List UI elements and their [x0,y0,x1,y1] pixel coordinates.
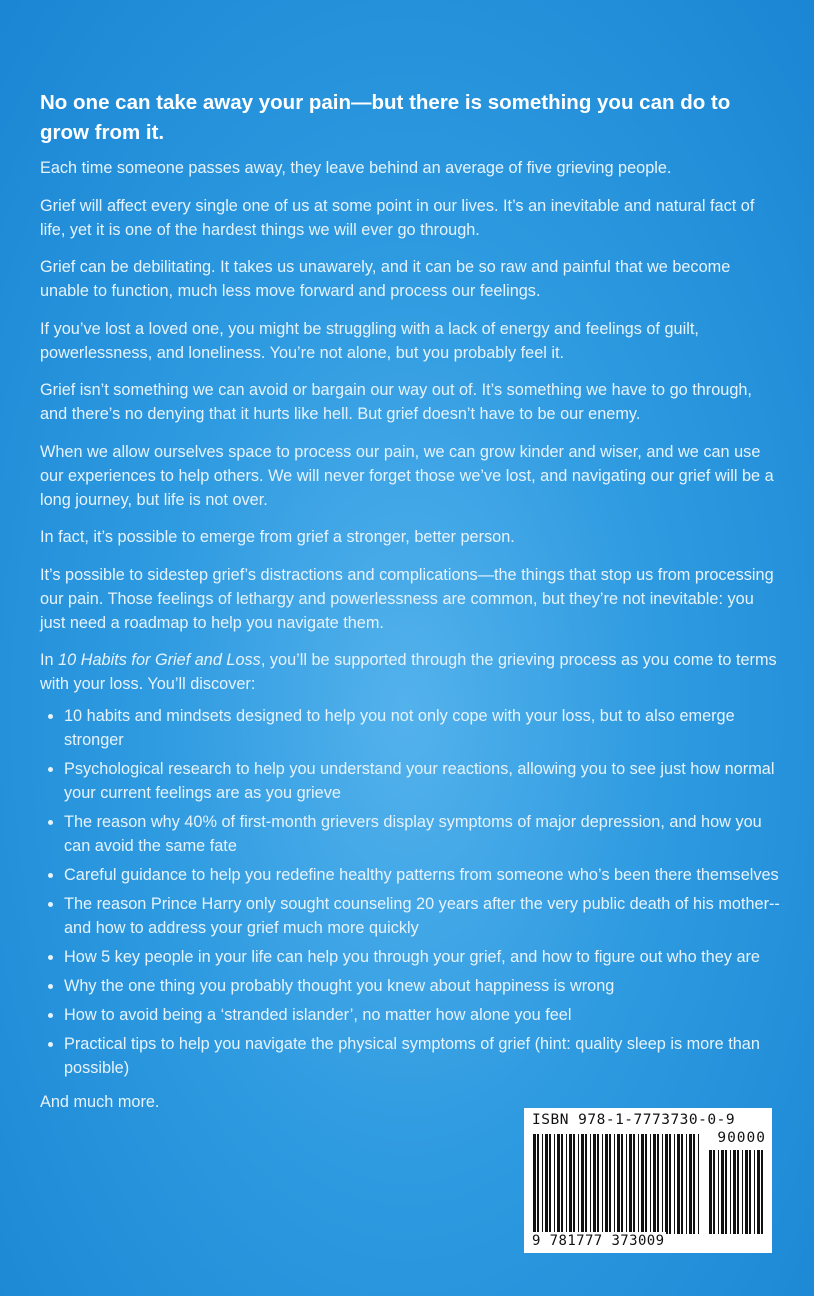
barcode-bar [754,1150,755,1234]
isbn-text: ISBN 978-1-7773730-0-9 [532,1112,736,1128]
barcode-bar [725,1150,727,1234]
barcode-bar [621,1134,623,1234]
barcode-bar [638,1134,639,1234]
bullet-text: The reason why 40% of first-month grievers display symptoms of major depression, and how you can avoid the same fate [64,812,762,855]
paragraph: Grief can be debilitating. It takes us unawarely, and it can be so raw and painful that we become unable to function, much less move forward and process our feelings. [40,258,731,300]
bullet-item [40,945,780,969]
bullet-dot-icon [48,984,53,989]
bullet-dot-icon [48,873,53,878]
bullet-text: Why the one thing you probably thought you knew about happiness is wrong [64,976,615,995]
paragraph: It’s possible to sidestep grief’s distractions and complications—the things that stop us from processing our pain. Those feelings of lethargy and powerlessness are common, but they’re not inevitable: you just need a roadmap to help you navigate them. [40,565,774,632]
barcode-bar [698,1134,699,1234]
bullet-text: How 5 key people in your life can help you through your grief, and how to figure out who they are [64,947,760,966]
barcode-bar [573,1134,575,1234]
bullet-dot-icon [48,820,53,825]
paragraph: When we allow ourselves space to process our pain, we can grow kinder and wiser, and we can use our experiences to help others. We will never forget those we’ve lost, and navigating our grief will be a long journey, but life is not over. [40,442,774,509]
bullet-text: Psychological research to help you understand your reactions, allowing you to see just how normal your current feelings are as you grieve [64,759,775,802]
bullet-dot-icon [48,714,53,719]
barcode-bar [545,1134,548,1234]
barcode-bar [733,1150,736,1234]
bullet-item [40,757,780,805]
bullet-text: The reason Prince Harry only sought counseling 20 years after the very public death of his mother--and how to address your grief much more quickly [64,894,780,937]
barcode-bar [761,1150,763,1234]
price-code: 90000 [717,1130,766,1146]
barcode-bar [641,1134,644,1234]
barcode-bar [609,1134,611,1234]
paragraph: Each time someone passes away, they leave behind an average of five grieving people. [40,159,672,177]
barcode-bar [590,1134,591,1234]
barcode-bar [737,1150,739,1234]
barcode-bar [681,1134,683,1234]
isbn-barcode [524,1108,772,1253]
barcode-bar [657,1134,659,1234]
barcode-bar [650,1134,651,1234]
barcode-bar [742,1150,743,1234]
bullet-text: 10 habits and mindsets designed to help you not only cope with your loss, but to also emerge stronger [64,706,735,749]
intro-suffix: , you’ll be supported through the grieving process as you come to terms with your loss. You’ll discover: [40,651,777,693]
bullet-item [40,704,780,752]
bullet-item [40,974,780,998]
barcode-bar [537,1134,539,1234]
bullet-item [40,863,780,887]
barcode-bar [578,1134,579,1234]
barcode-bar [645,1134,647,1234]
barcode-bar [533,1134,536,1234]
barcode-bar [633,1134,635,1234]
barcode-bar [566,1134,567,1234]
paragraph: Grief will affect every single one of us at some point in our lives. It’s an inevitable and natural fact of life, yet it is one of the hardest things we will ever go through. [40,196,755,239]
barcode-bar [721,1150,724,1234]
barcode-bar [554,1134,555,1234]
paragraph: If you’ve lost a loved one, you might be struggling with a lack of energy and feelings of guilt, powerlessness, and loneliness. You’re not alone, but you probably feel it. [40,319,699,362]
barcode-bar [677,1134,680,1234]
barcode-bar [757,1150,760,1234]
barcode-bar [669,1134,671,1234]
bullet-text: Careful guidance to help you redefine healthy patterns from someone who’s been there themselves [64,865,779,884]
barcode-bar [585,1134,587,1234]
bullet-item [40,1003,780,1027]
paragraph: In fact, it’s possible to emerge from grief a stronger, better person. [40,528,515,546]
barcode-bar [605,1134,608,1234]
intro-prefix: In [40,651,59,669]
bullet-item [40,892,780,940]
barcode-bar [561,1134,563,1234]
barcode-bar [653,1134,656,1234]
bullet-dot-icon [48,902,53,907]
bullet-item [40,1032,780,1080]
barcode-bars [532,1134,702,1234]
barcode-bar [626,1134,627,1234]
bullet-dot-icon [48,1013,53,1018]
barcode-bar [749,1150,751,1234]
book-title: 10 Habits for Grief and Loss [58,651,261,669]
barcode-bar [718,1150,719,1234]
barcode-bar [617,1134,620,1234]
bullet-dot-icon [48,955,53,960]
bullet-text: How to avoid being a ‘stranded islander’, no matter how alone you feel [64,1005,572,1024]
headline: No one can take away your pain—but there is something you can do to grow from it. [40,91,731,144]
intro-paragraph [40,648,780,696]
barcode-bar [602,1134,603,1234]
bullet-item [40,810,780,858]
barcode-bar [581,1134,584,1234]
barcode-bar [713,1150,715,1234]
barcode-bar [614,1134,615,1234]
barcode-digits: 9 781777 373009 [532,1233,665,1249]
paragraph: Grief isn’t something we can avoid or bargain our way out of. It’s something we have to go through, and there’s no denying that it hurts like hell. But grief doesn’t have to be our enemy. [40,381,752,423]
barcode-bar [689,1134,692,1234]
barcode-bar [709,1150,712,1234]
barcode-bar [662,1134,663,1234]
barcode-bar [629,1134,632,1234]
addon-barcode-bars [708,1150,764,1234]
barcode-bar [593,1134,596,1234]
closing-line: And much more. [40,1092,160,1111]
bullet-dot-icon [48,1042,53,1047]
bullet-dot-icon [48,767,53,772]
barcode-bar [686,1134,687,1234]
bullet-list [40,704,780,1080]
barcode-bar [665,1134,668,1234]
bullet-text: Practical tips to help you navigate the physical symptoms of grief (hint: quality sleep is more than possible) [64,1034,760,1077]
barcode-bar [549,1134,551,1234]
barcode-bar [569,1134,572,1234]
barcode-bar [674,1134,675,1234]
barcode-bar [745,1150,748,1234]
barcode-bar [730,1150,731,1234]
barcode-bar [693,1134,695,1234]
barcode-bar [542,1134,543,1234]
blurb-content [40,88,780,1114]
barcode-bar [557,1134,560,1234]
barcode-bar [597,1134,599,1234]
